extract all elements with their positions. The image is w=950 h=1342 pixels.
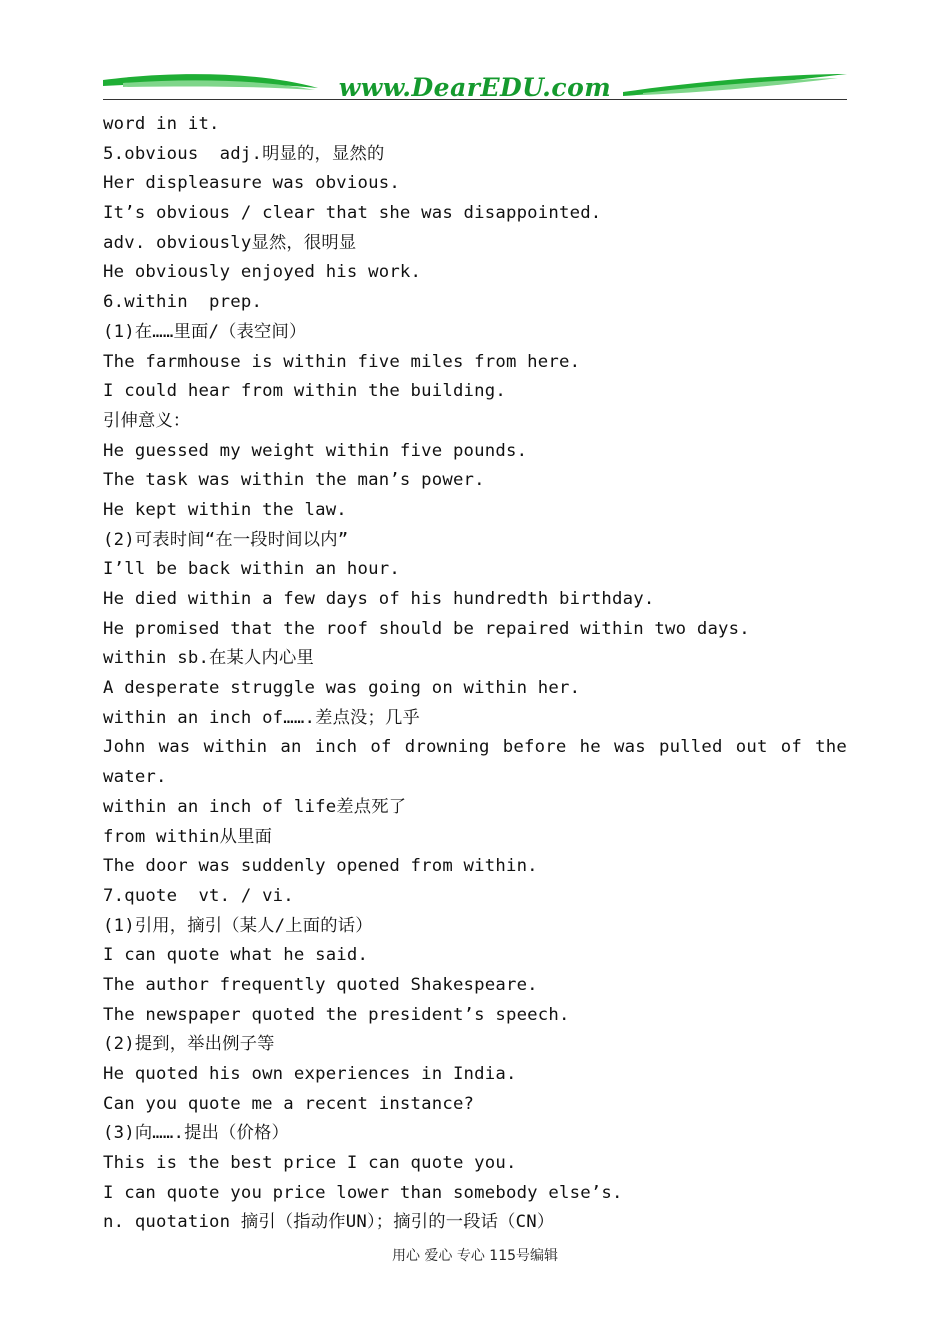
text-line: 引伸意义： <box>103 410 191 431</box>
text-line: He kept within the law. <box>103 499 347 520</box>
text-line: This is the best price I can quote you. <box>103 1153 517 1174</box>
text-line: within an inch of…….差点没；几乎 <box>103 707 420 728</box>
text-line: He promised that the roof should be repaired within two days. <box>103 618 750 639</box>
text-line: The farmhouse is within five miles from here. <box>103 351 581 372</box>
text-line: The door was suddenly opened from within. <box>103 856 538 877</box>
text-line: (1)在……里面/（表空间） <box>103 321 307 342</box>
text-line: (1)引用，摘引（某人/上面的话） <box>103 915 373 936</box>
text-line: The task was within the man’s power. <box>103 470 485 491</box>
text-line: (2)提到，举出例子等 <box>103 1034 275 1055</box>
text-line: within an inch of life差点死了 <box>103 796 407 817</box>
text-line: I can quote you price lower than somebody else’s. <box>103 1182 623 1203</box>
header-divider <box>103 99 847 100</box>
text-line: n. quotation 摘引（指动作UN）；摘引的一段话（CN） <box>103 1212 555 1233</box>
page-footer: 用心 爱心 专心 115号编辑 <box>391 1248 559 1264</box>
text-line: Her displeasure was obvious. <box>103 173 400 194</box>
text-line: I could hear from within the building. <box>103 381 506 402</box>
text-line: He quoted his own experiences in India. <box>103 1064 517 1084</box>
text-line: He died within a few days of his hundredth birthday. <box>103 589 655 609</box>
site-logo-text: www.DearEDU.com <box>338 73 612 102</box>
text-line: It’s obvious / clear that she was disappointed. <box>103 203 602 224</box>
text-line: Can you quote me a recent instance? <box>103 1093 475 1114</box>
text-line: The newspaper quoted the president’s speech. <box>103 1004 570 1025</box>
text-line: water. <box>103 767 167 788</box>
text-line: I’ll be back within an hour. <box>103 559 400 580</box>
text-line: 7.quote vt. / vi. <box>103 885 294 906</box>
text-line: The author frequently quoted Shakespeare. <box>103 974 538 995</box>
text-line: He obviously enjoyed his work. <box>103 262 422 283</box>
text-line: word in it. <box>103 114 220 134</box>
text-line: I can quote what he said. <box>103 945 369 966</box>
text-line: from within从里面 <box>103 826 273 847</box>
text-line: adv. obviously显然，很明显 <box>103 232 357 253</box>
text-line: 6.within prep. <box>103 292 263 313</box>
text-line: A desperate struggle was going on within her. <box>103 678 581 699</box>
text-line: John was within an inch of drowning before he was pulled out of the <box>103 737 847 758</box>
text-line: (3)向…….提出（价格） <box>103 1123 289 1144</box>
text-line: (2)可表时间“在一段时间以内” <box>103 529 349 550</box>
text-line: 5.obvious adj.明显的，显然的 <box>103 143 385 164</box>
document-body <box>103 110 847 1238</box>
text-line: within sb.在某人内心里 <box>103 648 314 669</box>
text-line: He guessed my weight within five pounds. <box>103 440 528 461</box>
